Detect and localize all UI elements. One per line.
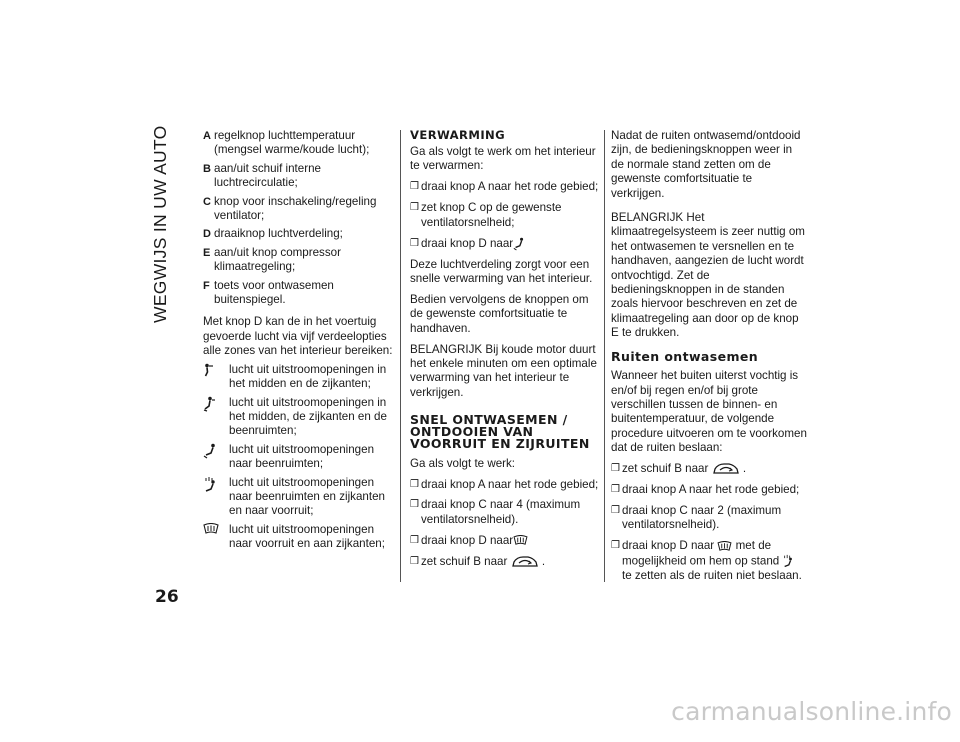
fan-feet-defrost-icon (203, 476, 229, 519)
ontwasemen-intro: Ga als volgt te werk: (410, 456, 516, 470)
watermark: carmanualsonline.info (671, 697, 952, 726)
legend-item-d: D draaiknop luchtverdeling; (203, 227, 343, 241)
mode-item-bilevel: lucht uit uitstroomopeningen in het midden, de zijkanten en de beenruimten; (203, 396, 395, 439)
list-item: ❒ draai knop D naar (410, 237, 600, 251)
fan-feet-defrost-icon (782, 554, 794, 569)
sidebar-section-title: WEGWIJS IN UW AUTO (150, 125, 170, 323)
list-item: ❒ draai knop C naar 2 (maximum ventilatorsnelheid). (611, 504, 782, 532)
list-item: ❒ draai knop C naar 4 (maximum ventilatorsnelheid). (410, 498, 581, 526)
legend-item-c: C knop voor inschakeling/regeling ventilator; (203, 194, 377, 223)
fan-feet-icon (203, 443, 229, 472)
recirculation-car-icon (511, 555, 539, 569)
windshield-defrost-icon (717, 541, 732, 552)
list-item: ❒ zet knop C op de gewenste ventilatorsnelheid; (410, 201, 562, 229)
windshield-defrost-icon (513, 535, 528, 546)
heading-snel-ontwasemen: SNEL ONTWASEMEN / ONTDOOIEN VAN VOORRUIT EN ZIJRUITEN (410, 412, 590, 452)
verwarming-note: BELANGRIJK Bij koude motor duurt het enkele minuten om een optimale verwarming van het interieur te verkrijgen. (410, 342, 597, 399)
climate-note: BELANGRIJK Het klimaatregelsysteem is zeer nuttig om het ontwasemen te versnellen en te handhaven, aangezien de lucht wordt ontvochtigd. Zet de bedieningsknoppen in de standen zoals hiervoor beschreven en zet de klimaatregeling aan door op de knop E te drukken. (611, 211, 805, 340)
column-1 (203, 129, 395, 556)
fan-bilevel-icon (203, 396, 229, 439)
legend-item-e: E aan/uit knop compressor klimaatregeling; (203, 245, 341, 274)
mode-item-face: lucht uit uitstroomopeningen in het midden en de zijkanten; (203, 363, 395, 392)
heading-ruiten-ontwasemen: Ruiten ontwasemen (611, 348, 759, 364)
list-item: ❒ draai knop A naar het rode gebied; (611, 483, 800, 497)
mode-item-defrost: lucht uit uitstroomopeningen naar voorruit en aan zijkanten; (203, 523, 395, 552)
recirculation-car-icon (712, 462, 740, 476)
column-3 (611, 129, 807, 590)
ruiten-intro: Wanneer het buiten uiterst vochtig is en/of bij regen en/of bij grote verschillen tussen de binnen- en buitentemperatuur, de volgende procedure uitvoeren om te voorkomen dat de ruiten beslaan: (611, 369, 807, 455)
legend-item-a: A regelknop luchttemperatuur (mengsel warme/koude lucht); (203, 129, 370, 157)
list-item: ❒ draai knop D naar met de mogelijkheid om hem op stand te zetten als de ruiten niet beslaan. (611, 539, 802, 582)
normal-position-text: Nadat de ruiten ontwasemd/ontdooid zijn, de bedieningsknoppen weer in de normale stand zetten om de gewenste comfortsituatie te verkrijgen. (611, 129, 801, 200)
list-item: ❒ zet schuif B naar . (410, 554, 546, 568)
list-item: ❒ draai knop A naar het rode gebied; (410, 477, 599, 491)
windshield-defrost-icon (203, 523, 229, 552)
distribution-intro: Met knop D kan de in het voertuig gevoerde lucht via vijf verdeelopties alle zones van het interieur bereiken: (203, 315, 393, 358)
legend-item-f: F toets voor ontwasemen buitenspiegel. (203, 278, 334, 307)
list-item: ❒ draai knop D naar (410, 534, 600, 548)
mode-item-feet: lucht uit uitstroomopeningen naar beenruimten; (203, 443, 395, 472)
list-item: ❒ draai knop A naar het rode gebied; (410, 180, 599, 194)
heading-verwarming: VERWARMING (410, 128, 506, 142)
column-divider-1 (400, 130, 401, 582)
list-item: ❒ zet schuif B naar . (611, 462, 747, 476)
page-number: 26 (155, 587, 179, 607)
fan-feet-icon (513, 237, 525, 251)
legend-item-b: B aan/uit schuif interne luchtrecirculatie; (203, 161, 321, 190)
fan-face-icon (203, 363, 229, 392)
verwarming-p2: Deze luchtverdeling zorgt voor een snelle verwarming van het interieur. (410, 257, 593, 285)
verwarming-p3: Bedien vervolgens de knoppen om de gewenste comfortsituatie te handhaven. (410, 292, 589, 335)
mode-item-feet-defrost: lucht uit uitstroomopeningen naar beenruimten en zijkanten en naar voorruit; (203, 476, 395, 519)
verwarming-intro: Ga als volgt te werk om het interieur te verwarmen: (410, 145, 596, 173)
column-2 (410, 129, 600, 576)
column-divider-2 (604, 130, 605, 582)
